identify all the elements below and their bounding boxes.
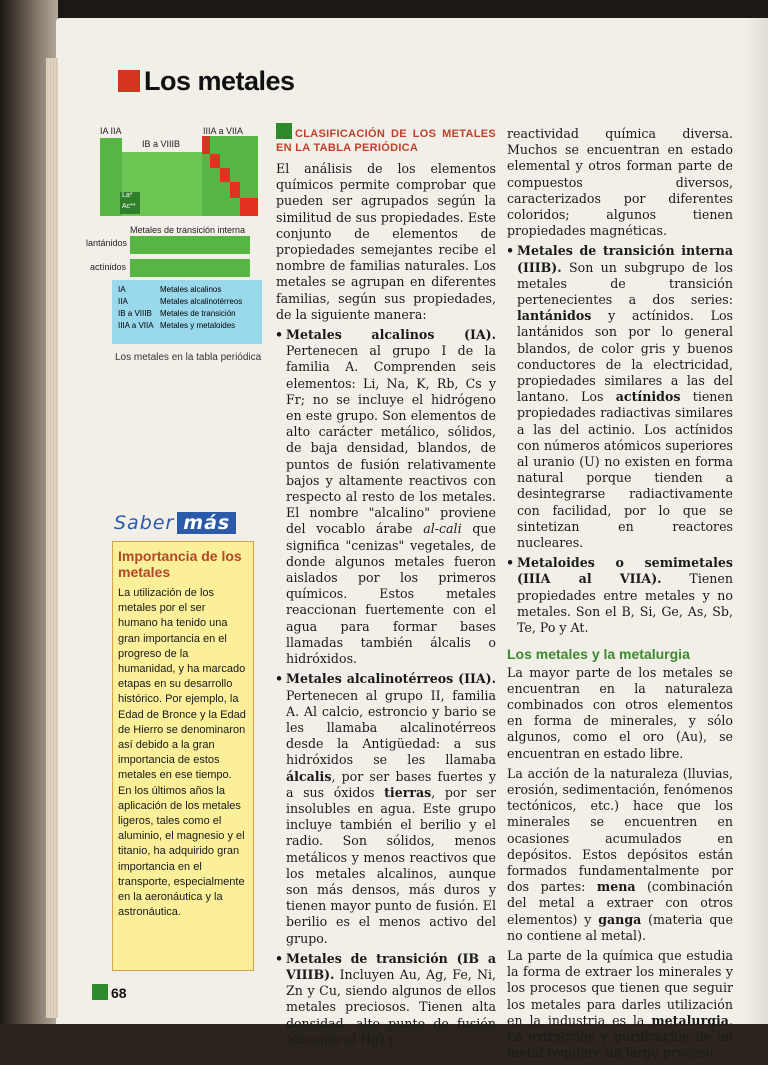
page-shadow [744, 18, 768, 1024]
legend-row: IA Metales alcalinos [118, 285, 222, 294]
label-la: La* [122, 192, 133, 199]
text-column-1 [276, 123, 496, 1052]
bullet-metaloides: • Metaloides o semimetales (IIIA al VIIA). Tienen propiedades entre metales y no metales. Son el B, Si, Ge, As, Sb, Te, Po y At. [507, 555, 733, 636]
page-number-square-icon [92, 984, 108, 1000]
saber-mas-logo: Saber más [114, 512, 236, 534]
figure-legend [112, 280, 262, 344]
metalurgia-paragraph-1: La mayor parte de los metales se encuentran en la naturaleza combinados con otros elementos en forma de minerales, y sólo algunos, como el oro (Au), se encuentran en estado libre. [507, 664, 733, 761]
heading-square-icon [276, 123, 292, 139]
metalloid-step-2 [210, 154, 220, 168]
title-square-icon [118, 70, 140, 92]
label-ia-iia: IA IIA [100, 126, 122, 136]
page-title: Los metales [118, 66, 295, 97]
block-actinidos [130, 259, 250, 277]
page-edges [46, 58, 58, 1018]
box-text: La utilización de los metales por el ser humano ha tenido una gran importancia en el progreso de la humanidad, y ha marcado etapas en su desarrollo histórico. Por ejemplo, la Edad de Bronce y la Edad de Hierro se denominaron así debido a la gran importancia de estos metales en ese tiempo. En los últimos años la aplicación de los metales ligeros, tales como el aluminio, el magnesio y el titanio, ha adquirido gran importancia en el transporte, especialmente en la aeronáutica y la astronáutica. [118, 587, 246, 919]
page-number: 68 [92, 984, 127, 1001]
section-heading-clasificacion: CLASIFICACIÓN DE LOS METALES EN LA TABLA PERIÓDICA [276, 123, 496, 155]
metalloid-step-5 [240, 198, 258, 216]
label-transicion-interna: Metales de transición interna [130, 225, 246, 235]
label-ib-viiib: IB a VIIIB [142, 139, 181, 149]
metalloid-step-3 [220, 168, 230, 182]
figure-caption: Los metales en la tabla periódica [115, 352, 262, 363]
bullet-alcalinos: • Metales alcalinos (IA). Pertenecen al grupo I de la familia A. Comprenden seis elementos: Li, Na, K, Rb, Cs y Fr; no se incluye el hidrógeno en este grupo. Son elementos de alto carácter metálico, sólidos, de baja densidad, blandos, de puntos de fusión relativamente bajos y altamente reactivos con respecto al resto de los metales. El nombre "alcalino" proviene del vocablo árabe al-cali que significa "cenizas" vegetales, de donde algunos metales fueron aislados por los primeros químicos. Estos metales reaccionan fuertemente con el agua para formar bases llamadas también álcalis o hidróxidos. [276, 327, 496, 667]
legend-row: IIIA a VIIA Metales y metaloides [118, 321, 236, 330]
intro-paragraph: El análisis de los elementos químicos permite comprobar que pueden ser agrupados según la similitud de sus propiedades. Este conjunto de elementos de propiedades semejantes recibe el nombre de familias naturales. Los metales se agrupan en diferentes familias, según sus propiedades, de la siguiente manera: [276, 161, 496, 322]
label-iiia-viia: IIIA a VIIA [203, 126, 244, 136]
importancia-box [112, 541, 254, 971]
legend-row: IB a VIIIB Metales de transición [118, 309, 236, 318]
label-ac: Ac** [122, 203, 136, 210]
metalloid-step-4 [230, 182, 240, 198]
metalloid-step-1 [202, 136, 210, 154]
legend-row: IIA Metales alcalinotérreos [118, 297, 243, 306]
section-heading-metalurgia: Los metales y la metalurgia [507, 646, 690, 663]
block-lantanidos [130, 236, 250, 254]
label-lantanidos: lantánidos [86, 238, 128, 248]
continued-paragraph: reactividad química diversa. Muchos se encuentran en estado elemental y otros forman parte de compuestos diversos, caracterizados por diferentes coloridos; algunos tienen propiedades magnéticas. [507, 126, 733, 239]
metalurgia-paragraph-3: La parte de la química que estudia la forma de extraer los minerales y los procesos que tienen que seguir los metales para darles utilización en la industria es la metalurgia. La extracción y purificación de un metal requiere un largo proceso. [507, 947, 733, 1061]
box-title: Importancia de los metales [118, 548, 242, 580]
metalurgia-paragraph-2: La acción de la naturaleza (lluvias, erosión, sedimentación, fenómenos tectónicos, etc.) hace que los minerales se encuentren en ocasiones acumulados en depósitos. Estos depósitos están formados fundamentalmente por dos partes: mena (combinación del metal a extraer con otros elementos) y ganga (materia que no contiene al metal). [507, 765, 733, 943]
periodic-table-figure [86, 122, 263, 422]
label-actinidos: actínidos [90, 262, 127, 272]
bullet-alcalinoterreos: • Metales alcalinotérreos (IIA). Pertenecen al grupo II, familia A. Al calcio, estroncio y bario se les llamaba alcalinotérreos desde la Antigüedad: a sus hidróxidos se les llamaba álcalis, por ser bases fuertes y a sus óxidos tierras, por ser insolubles en agua. Este grupo incluye también el berilio y el radio. Son sólidos, menos metálicos y menos reactivos que los metales alcalinos, aunque son más densos, más duros y tienen mayor punto de fusión. El berilio es el menos activo del grupo. [276, 671, 496, 946]
bullet-transicion: • Metales de transición (IB a VIIIB). Incluyen Au, Ag, Fe, Ni, Zn y Cu, siendo algunos de ellos metales preciosos. Tienen alta densidad, alto punto de fusión (excepto el Hg) y [276, 951, 496, 1048]
block-alkaline [100, 138, 122, 216]
bullet-transicion-interna: • Metales de transición interna (IIIB). Son un subgrupo de los metales de transición pertenecientes a dos series: lantánidos y actínidos. Los lantánidos son por lo general blandos, de color gris y buenos conductores de la electricidad, propiedades similares a las del lantano. Los actínidos tienen propiedades radiactivas similares a las del actinio. Los actínidos con números atómicos superiores al uranio (U) no existen en forma natural porque tienden a desintegrarse radiactivamente con facilidad, por lo que se sintetizan en reactores nucleares. [507, 243, 733, 551]
text-column-2 [507, 126, 733, 1065]
